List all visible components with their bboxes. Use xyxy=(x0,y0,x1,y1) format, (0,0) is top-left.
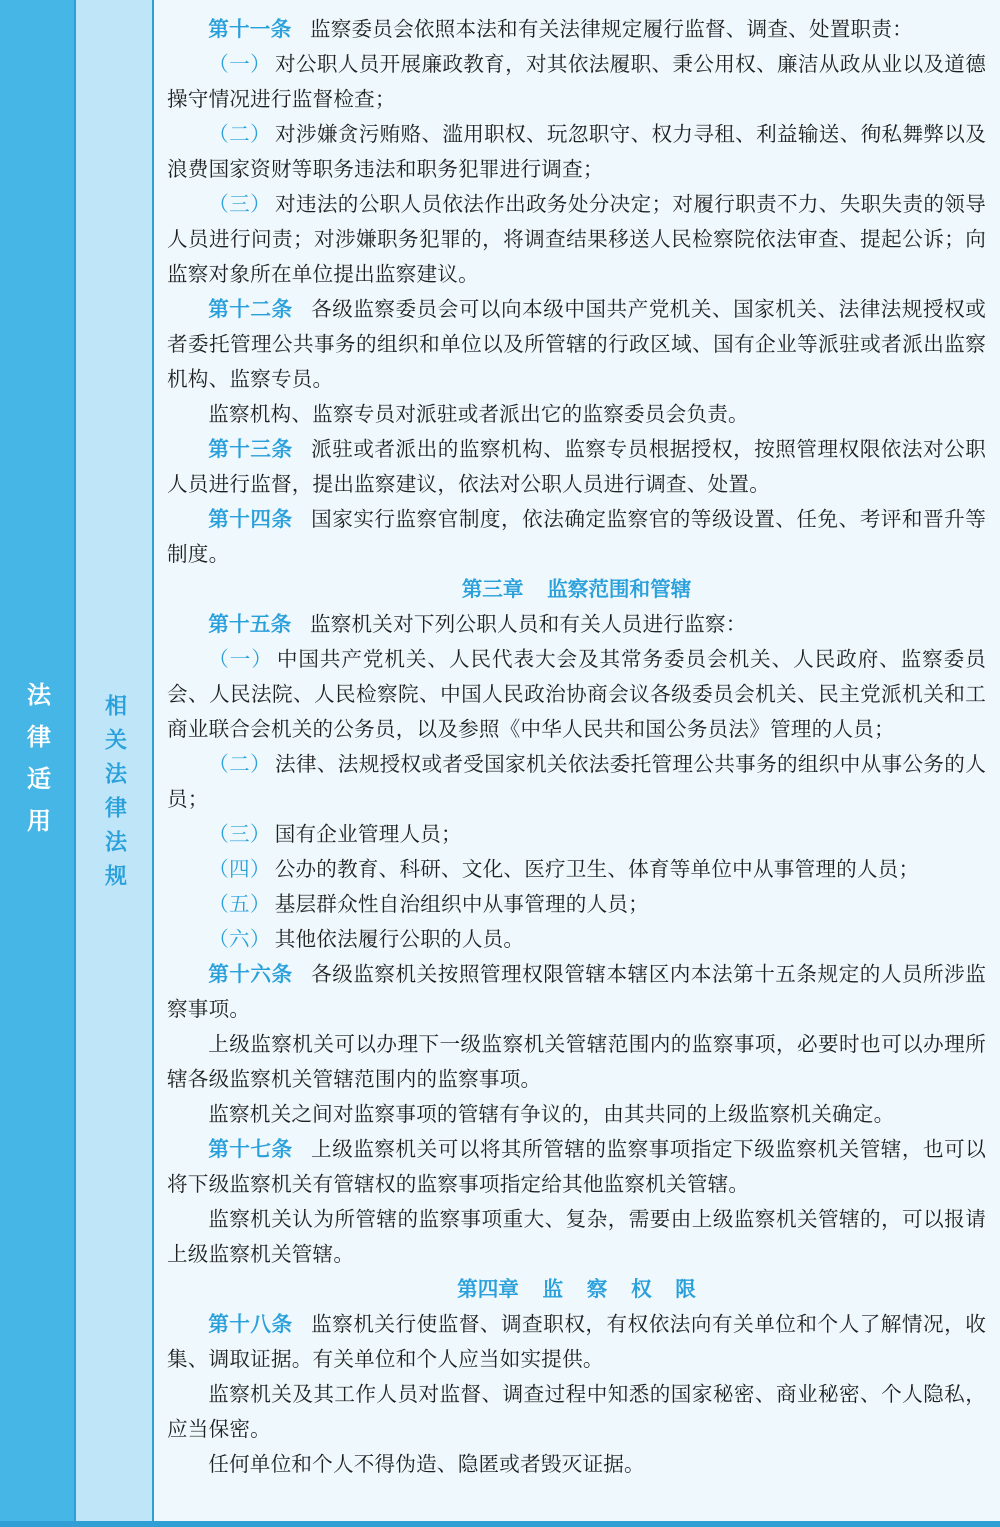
paragraph-text: 派驻或者派出的监察机构、监察专员根据授权，按照管理权限依法对公职人员进行监督，提出监察建议，依法对公职人员进行调查、处置。 xyxy=(167,437,986,496)
paragraph-text: 上级监察机关可以将其所管辖的监察事项指定下级监察机关管辖，也可以将下级监察机关有管辖权的监察事项指定给其他监察机关管辖。 xyxy=(167,1137,986,1196)
article-paragraph xyxy=(167,957,986,1027)
paragraph-text: 监察机关对下列公职人员和有关人员进行监察： xyxy=(309,612,747,636)
paragraph-text: 公办的教育、科研、文化、医疗卫生、体育等单位中从事管理的人员； xyxy=(274,857,920,881)
article-paragraph xyxy=(167,432,986,502)
article-number: 第十七条 xyxy=(208,1137,293,1161)
paragraph-text: 对公职人员开展廉政教育，对其依法履职、秉公用权、廉洁从政从业以及道德操守情况进行监督检查； xyxy=(167,52,986,111)
article-number: 第十二条 xyxy=(208,297,293,321)
article-paragraph xyxy=(167,1307,986,1377)
article-paragraph xyxy=(167,502,986,572)
paragraph-text: 监察机关之间对监察事项的管辖有争议的，由其共同的上级监察机关确定。 xyxy=(208,1102,895,1126)
list-item xyxy=(167,117,986,187)
article-number: 第十一条 xyxy=(208,17,292,41)
paragraph-text: 国家实行监察官制度，依法确定监察官的等级设置、任免、考评和晋升等制度。 xyxy=(167,507,986,566)
paragraph-text: 对违法的公职人员依法作出政务处分决定；对履行职责不力、失职失责的领导人员进行问责；对涉嫌职务犯罪的，将调查结果移送人民检察院依法审查、提起公诉；向监察对象所在单位提出监察建议。 xyxy=(167,192,986,286)
item-number: （六） xyxy=(208,927,271,951)
list-item xyxy=(167,187,986,292)
body-paragraph xyxy=(167,1097,986,1132)
article-paragraph xyxy=(167,292,986,397)
list-item xyxy=(167,922,986,957)
paragraph-text: 上级监察机关可以办理下一级监察机关管辖范围内的监察事项，必要时也可以办理所辖各级监察机关管辖范围内的监察事项。 xyxy=(167,1032,986,1091)
paragraph-text: 其他依法履行公职的人员。 xyxy=(274,927,525,951)
law-text-column xyxy=(154,0,1000,1521)
paragraph-text: 法律、法规授权或者受国家机关依法委托管理公共事务的组织中从事公务的人员； xyxy=(167,752,986,811)
article-number: 第十五条 xyxy=(208,612,292,636)
chapter-heading: 第四章 监 察 权 限 xyxy=(457,1277,696,1301)
body-paragraph xyxy=(167,1377,986,1447)
list-item xyxy=(167,817,986,852)
paragraph-text: 各级监察机关按照管理权限管辖本辖区内本法第十五条规定的人员所涉监察事项。 xyxy=(167,962,986,1021)
subsection-label: 相关法律法规 xyxy=(101,693,127,898)
body-paragraph xyxy=(167,1202,986,1272)
paragraph-text: 各级监察委员会可以向本级中国共产党机关、国家机关、法律法规授权或者委托管理公共事务的组织和单位以及所管辖的行政区域、国有企业等派驻或者派出监察机构、监察专员。 xyxy=(167,297,986,391)
paragraph-text: 监察机关行使监督、调查职权，有权依法向有关单位和个人了解情况，收集、调取证据。有关单位和个人应当如实提供。 xyxy=(167,1312,986,1371)
chapter-heading: 第三章 监察范围和管辖 xyxy=(461,577,692,601)
section-column xyxy=(0,0,76,1521)
article-paragraph xyxy=(167,607,986,642)
subsection-column xyxy=(76,0,154,1521)
article-number: 第十六条 xyxy=(208,962,293,986)
body-paragraph xyxy=(167,397,986,432)
item-number: （五） xyxy=(208,892,271,916)
paragraph-text: 监察机构、监察专员对派驻或者派出它的监察委员会负责。 xyxy=(208,402,749,426)
article-number: 第十四条 xyxy=(208,507,293,531)
item-number: （四） xyxy=(208,857,271,881)
paragraph-text: 监察机关及其工作人员对监督、调查过程中知悉的国家秘密、商业秘密、个人隐私，应当保密。 xyxy=(167,1382,986,1441)
article-number: 第十八条 xyxy=(208,1312,293,1336)
item-number: （三） xyxy=(208,822,271,846)
list-item xyxy=(167,852,986,887)
item-number: （一） xyxy=(208,647,273,671)
bottom-border xyxy=(0,1521,1000,1527)
article-number: 第十三条 xyxy=(208,437,293,461)
list-item xyxy=(167,887,986,922)
paragraph-text: 中国共产党机关、人民代表大会及其常务委员会机关、人民政府、监察委员会、人民法院、人民检察院、中国人民政治协商会议各级委员会机关、民主党派机关和工商业联合会机关的公务员，以及参照《中华人民共和国公务员法》管理的人员； xyxy=(167,647,986,741)
paragraph-text: 监察委员会依照本法和有关法律规定履行监督、调查、处置职责： xyxy=(309,17,913,41)
item-number: （二） xyxy=(208,752,271,776)
paragraph-text: 监察机关认为所管辖的监察事项重大、复杂，需要由上级监察机关管辖的，可以报请上级监察机关管辖。 xyxy=(167,1207,986,1266)
paragraph-text: 对涉嫌贪污贿赂、滥用职权、玩忽职守、权力寻租、利益输送、徇私舞弊以及浪费国家资财等职务违法和职务犯罪进行调查； xyxy=(167,122,986,181)
item-number: （一） xyxy=(208,52,271,76)
item-number: （二） xyxy=(208,122,271,146)
paragraph-text: 国有企业管理人员； xyxy=(274,822,462,846)
section-label: 法律适用 xyxy=(22,681,51,850)
list-item xyxy=(167,47,986,117)
item-number: （三） xyxy=(208,192,271,216)
list-item xyxy=(167,642,986,747)
body-paragraph xyxy=(167,1027,986,1097)
article-paragraph xyxy=(167,12,986,47)
paragraph-text: 任何单位和个人不得伪造、隐匿或者毁灭证据。 xyxy=(208,1452,645,1476)
body-paragraph xyxy=(167,1447,986,1482)
paragraph-text: 基层群众性自治组织中从事管理的人员； xyxy=(274,892,649,916)
article-paragraph xyxy=(167,1132,986,1202)
list-item xyxy=(167,747,986,817)
